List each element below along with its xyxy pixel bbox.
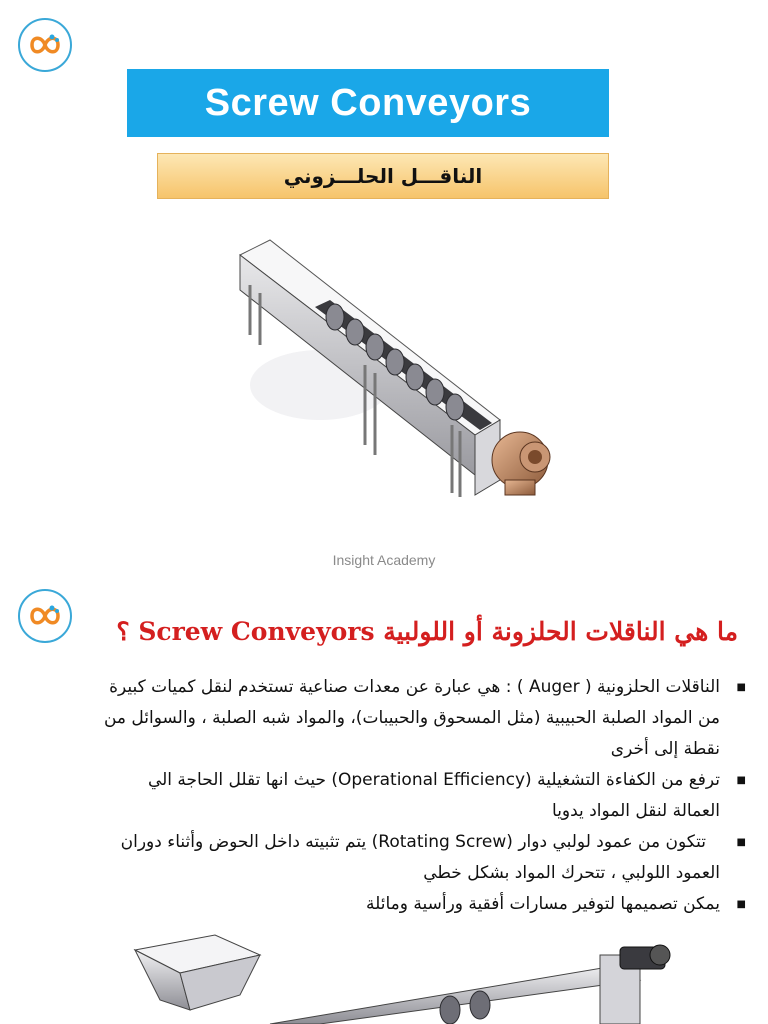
bullet-icon: ■ (736, 682, 746, 693)
page-title: Screw Conveyors (204, 81, 532, 124)
conveyor-illustration (230, 235, 560, 525)
bullet-icon: ■ (736, 837, 746, 848)
logo-icon (18, 18, 72, 72)
title-banner (127, 69, 609, 137)
list-item-text: الناقلات الحلزونية ( Auger ) : هي عبارة عن معدات صناعية تستخدم لنقل كميات كبيرة من المواد الصلبة الحبيبية (مثل المسحوق والحبيبات)، والمواد شبه الصلبة ، والسوائل من نقطة إلى أخرى (103, 677, 720, 759)
logo-icon (18, 589, 72, 643)
list-item-text: يمكن تصميمها لتوفير مسارات أفقية ورأسية ومائلة (366, 894, 720, 914)
hopper-conveyor-illustration (120, 925, 680, 1024)
section-heading: ما هي الناقلات الحلزونة أو اللولبية Screw Conveyors ؟ (116, 617, 738, 646)
list-item (96, 889, 746, 920)
subtitle-text: الناقـــل الحلـــزوني (283, 164, 483, 188)
bullet-list (96, 672, 746, 920)
list-item-text: تتكون من عمود لولبي دوار (Rotating Screw) يتم تثبيته داخل الحوض وأثناء دوران العمود اللولبي ، تتحرك المواد بشكل خطي (120, 832, 720, 883)
subtitle-banner (157, 153, 609, 199)
bullet-icon: ■ (736, 899, 746, 910)
list-item (96, 765, 746, 827)
list-item (96, 827, 746, 889)
list-item-text: ترفع من الكفاءة التشغيلية (Operational Efficiency) حيث انها تقلل الحاجة الي العمالة لنقل المواد يدويا (147, 770, 720, 821)
list-item (96, 672, 746, 765)
caption: Insight Academy (332, 552, 436, 568)
bullet-icon: ■ (736, 775, 746, 786)
